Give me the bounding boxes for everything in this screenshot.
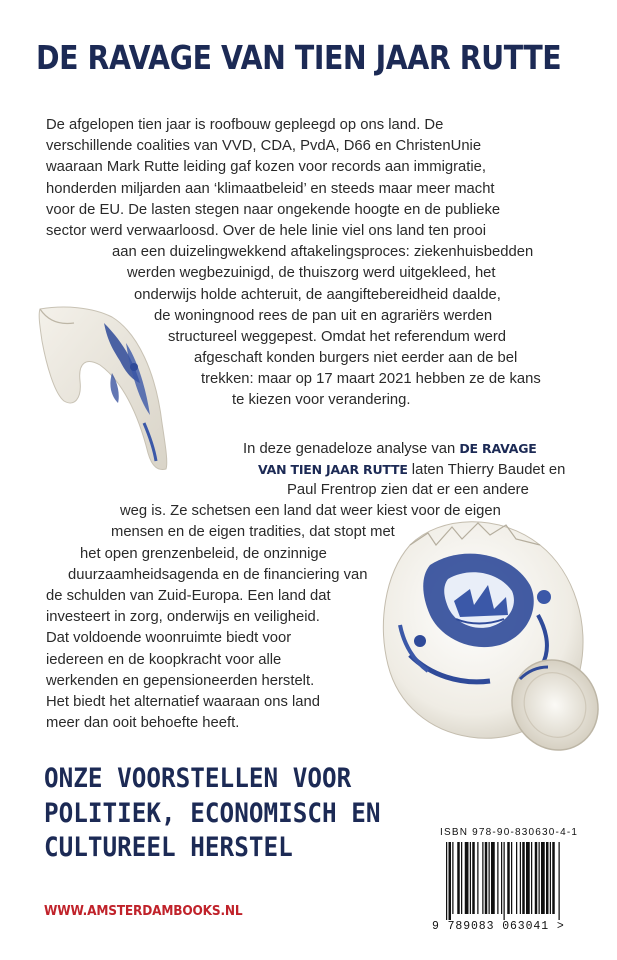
barcode-bar — [489, 842, 490, 914]
barcode-bar — [482, 842, 483, 914]
barcode-bar — [535, 842, 538, 914]
blurb-line: verschillende coalities van VVD, CDA, PvdA, D66 en ChristenUnie — [46, 138, 482, 155]
blurb-line: de woningnood rees de pan uit en agrariërs werden — [154, 307, 493, 324]
blurb-line: onderwijs holde achteruit, de aangiftebereidheid daalde, — [134, 286, 501, 303]
barcode-bar — [526, 842, 530, 914]
publisher-website: WWW.AMSTERDAMBOOKS.NL — [44, 903, 243, 919]
blurb-line: iedereen en de koopkracht voor alle — [46, 651, 282, 668]
barcode-bar — [497, 842, 498, 914]
barcode-bar — [511, 842, 512, 914]
isbn-label: ISBN 978-90-830630-4-1 — [440, 827, 579, 838]
blurb-line: meer dan ooit behoefte heeft. — [46, 715, 240, 732]
blurb-line: De afgelopen tien jaar is roofbouw gepleegd op ons land. De — [46, 117, 444, 133]
blurb-line: trekken: maar op 17 maart 2021 hebben ze de kans — [201, 371, 541, 388]
blurb-line: het open grenzenbeleid, de onzinnige — [80, 545, 327, 562]
blurb-line: investeert in zorg, onderwijs en veiligheid. — [46, 609, 320, 626]
isbn-barcode — [432, 826, 608, 938]
barcode-bar — [559, 842, 560, 920]
blurb-line: sector werd verwaarloosd. Over de hele linie viel ons land ten prooi — [46, 222, 487, 239]
slogan-heading — [44, 762, 404, 866]
blurb-line: mensen en de eigen tradities, dat stopt met — [111, 524, 395, 541]
barcode-bar — [470, 842, 471, 914]
barcode-bar — [516, 842, 517, 914]
barcode-bar — [539, 842, 540, 914]
inline-book-title: DE RAVAGE — [459, 440, 537, 456]
blurb-line: werden wegbezuinigd, de thuiszorg werd uitgekleed, het — [127, 265, 496, 282]
blurb-line: afgeschaft konden burgers niet eerder aan de bel — [194, 350, 518, 367]
blurb-line: voor de EU. De lasten stegen naar ongekende hoogte en de publieke — [46, 201, 501, 218]
blurb-line — [46, 459, 586, 480]
barcode-bar — [449, 842, 452, 920]
blurb-line: de schulden van Zuid-Europa. Een land dat — [46, 587, 331, 604]
barcode-bar — [472, 842, 475, 914]
barcode-bar — [504, 842, 505, 920]
barcode-bar — [552, 842, 555, 914]
barcode-graphic — [438, 842, 602, 920]
blurb-line: Paul Frentrop zien dat er een andere — [287, 482, 529, 498]
blurb-line — [46, 438, 586, 459]
barcode-bar — [491, 842, 495, 914]
inline-book-title: VAN TIEN JAAR RUTTE — [258, 461, 408, 477]
barcode-bar — [452, 842, 453, 914]
blurb-line: weg is. Ze schetsen een land dat weer kiest voor de eigen — [120, 503, 501, 520]
blurb-line: duurzaamheidsagenda en de financiering van — [68, 566, 368, 583]
barcode-bar — [507, 842, 510, 914]
barcode-bar — [457, 842, 460, 914]
blurb-text-segment: laten Thierry Baudet en — [407, 461, 566, 478]
blurb-text-segment: In deze genadeloze analyse van — [243, 440, 460, 457]
blurb-line: structureel weggepest. Omdat het referendum werd — [168, 328, 507, 345]
barcode-bar — [465, 842, 469, 914]
barcode-bar — [446, 842, 447, 920]
slogan-line: POLITIEK, ECONOMISCH EN — [44, 797, 381, 829]
barcode-bar — [461, 842, 462, 914]
barcode-bar — [501, 842, 502, 914]
blurb-line: werkenden en gepensioneerden herstelt. — [46, 672, 315, 689]
blurb-line: te kiezen voor verandering. — [232, 392, 411, 409]
paragraph-gap — [46, 412, 586, 438]
barcode-bar — [541, 842, 545, 914]
blurb-line: waaraan Mark Rutte leiding gaf kozen voor records aan immigratie, — [46, 159, 487, 176]
barcode-bar — [546, 842, 549, 914]
barcode-bar — [477, 842, 478, 914]
barcode-bar — [550, 842, 551, 914]
slogan-line: ONZE VOORSTELLEN VOOR — [44, 763, 352, 794]
book-title: DE RAVAGE VAN TIEN JAAR RUTTE — [36, 38, 562, 77]
blurb-line: honderden miljarden aan ‘klimaatbeleid’ en steeds maar meer macht — [46, 180, 495, 197]
barcode-bar — [520, 842, 521, 914]
barcode-bar — [522, 842, 525, 914]
blurb-line: Het biedt het alternatief waaraan ons land — [46, 693, 320, 710]
barcode-bar — [531, 842, 532, 914]
blurb-line: aan een duizelingwekkend aftakelingsproces: ziekenhuisbedden — [112, 244, 534, 261]
blurb-text — [46, 115, 586, 734]
barcode-bar — [485, 842, 488, 914]
slogan-line: CULTUREEL HERSTEL — [44, 832, 293, 863]
barcode-number: 9 789083 063041 > — [432, 920, 565, 933]
blurb-line: Dat voldoende woonruimte biedt voor — [46, 630, 292, 647]
